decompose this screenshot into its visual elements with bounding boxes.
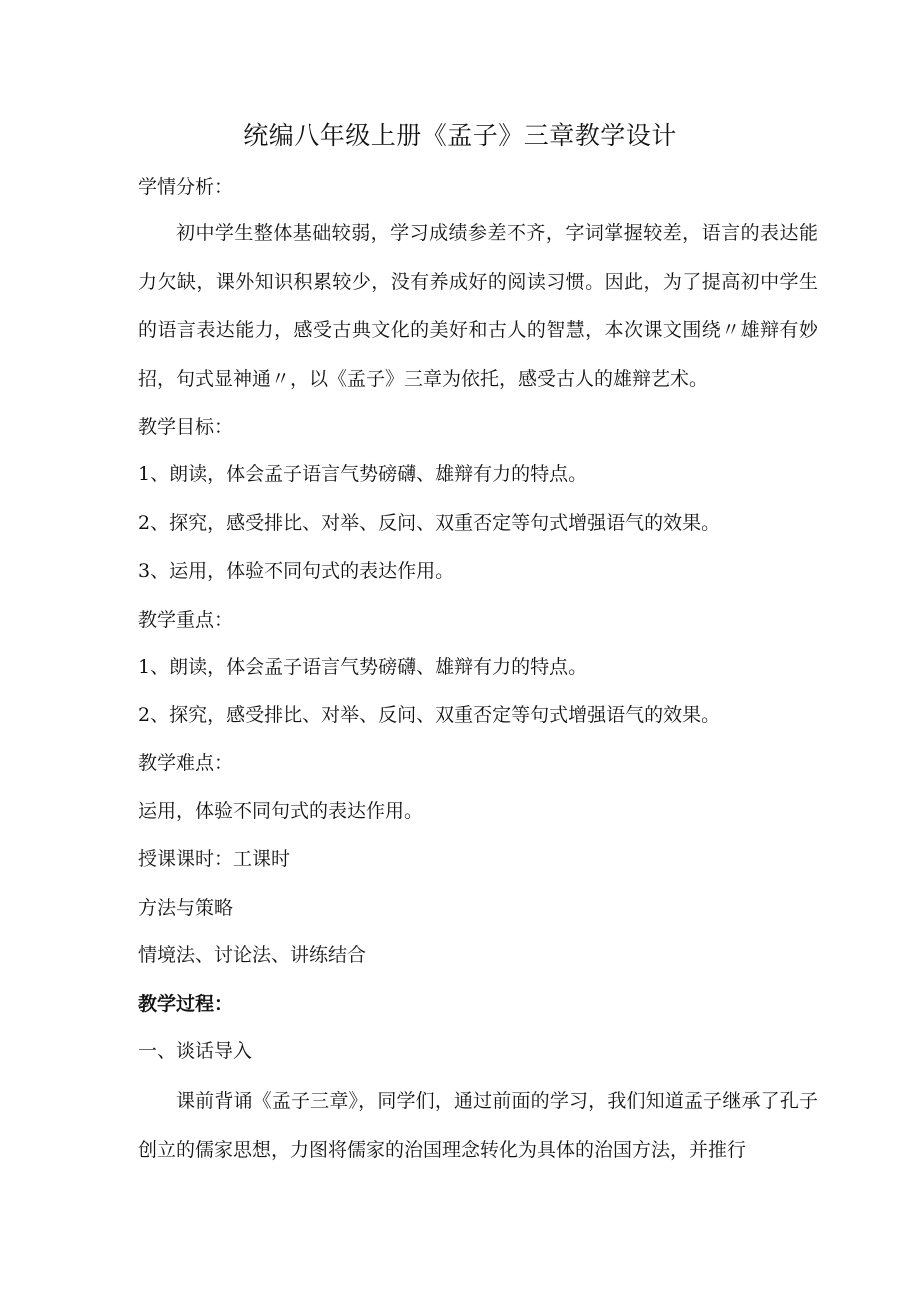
difficulty-heading: 教学难点：: [138, 752, 234, 774]
section-one-paragraph: 课前背诵《孟子三章》，同学们，通过前面的学习，我们知道孟子继承了孔子创立的儒家思想，力图将儒家的治国理念转化为具体的治国方法，并推行: [138, 1090, 818, 1161]
process-heading: 教学过程：: [138, 993, 234, 1015]
key-points-heading: 教学重点：: [138, 609, 234, 631]
difficulty-text: 运用，体验不同句式的表达作用。: [138, 800, 424, 822]
goal-item-1: 1、朗读，体会孟子语言气势磅礴、雄辩有力的特点。: [138, 463, 588, 485]
document-title: 统编八年级上册《孟子》三章教学设计: [243, 121, 677, 150]
analysis-heading: 学情分析：: [138, 176, 234, 198]
goal-item-2: 2、探究，感受排比、对举、反问、双重否定等句式增强语气的效果。: [138, 512, 721, 534]
goals-heading: 教学目标：: [138, 416, 234, 438]
key-point-item-2: 2、探究，感受排比、对举、反问、双重否定等句式增强语气的效果。: [138, 704, 721, 726]
methods-heading: 方法与策略: [138, 897, 234, 919]
goal-item-3: 3、运用，体验不同句式的表达作用。: [138, 560, 455, 582]
key-point-item-1: 1、朗读，体会孟子语言气势磅礴、雄辩有力的特点。: [138, 656, 588, 678]
methods-text: 情境法、讨论法、讲练结合: [138, 944, 367, 966]
class-hours: 授课课时：工课时: [138, 848, 291, 870]
analysis-paragraph: 初中学生整体基础较弱，学习成绩参差不齐，字词掌握较差，语言的表达能力欠缺，课外知识积累较少，没有养成好的阅读习惯。因此，为了提高初中学生的语言表达能力，感受古典文化的美好和古人的智慧，本次课文围绕〃雄辩有妙招，句式显神通〃，以《孟子》三章为依托，感受古人的雄辩艺术。: [138, 222, 818, 390]
section-one-heading: 一、谈话导入: [138, 1040, 253, 1062]
